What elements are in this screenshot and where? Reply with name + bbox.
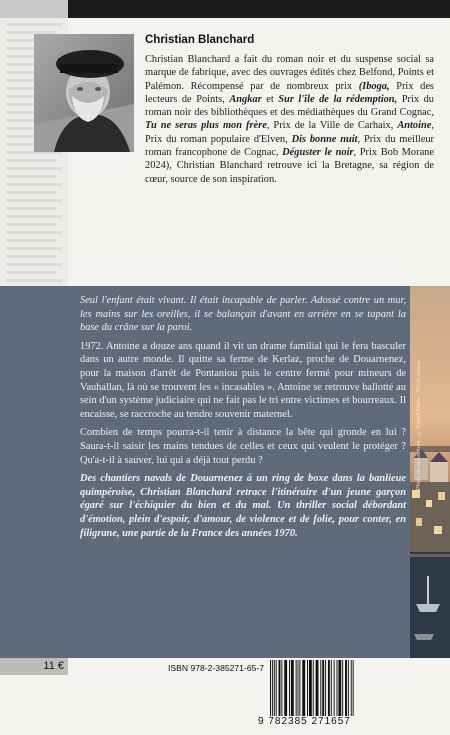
barcode-bar xyxy=(296,660,297,716)
barcode-bar xyxy=(284,660,287,716)
barcode-bar xyxy=(337,660,338,716)
author-photo-image xyxy=(34,34,134,152)
barcode xyxy=(266,660,422,716)
barcode-bar xyxy=(291,660,294,716)
barcode-bar xyxy=(270,660,271,716)
barcode-bar xyxy=(322,660,324,716)
texture-stripe xyxy=(6,263,62,266)
bio-run: Christian Blanchard a fait du roman noir et du suspense social sa marque de fabrique, avec des ouvrages édités chez Belfond, Points et Palémon. Récompensé par de nombreux prix xyxy=(145,54,434,92)
bio-run: , Prix du roman populaire d'Elven, xyxy=(145,120,434,145)
barcode-digits: 9 782385 271657 xyxy=(258,716,351,727)
barcode-bar xyxy=(348,660,349,716)
bio-run: et xyxy=(261,93,279,105)
texture-stripe xyxy=(6,207,55,210)
barcode-bar xyxy=(338,660,341,716)
price: 11 € xyxy=(43,660,64,672)
texture-stripe xyxy=(6,271,55,274)
blurb xyxy=(80,294,406,545)
barcode-bar xyxy=(328,660,330,716)
photo-credit: Photo de couverture : © Benoît Marie · Photo auteur xyxy=(416,360,422,490)
texture-stripe xyxy=(6,215,62,218)
barcode-bar xyxy=(316,660,319,716)
barcode-bar xyxy=(281,660,282,716)
barcode-bar xyxy=(334,660,335,716)
texture-stripe xyxy=(6,191,55,194)
barcode-bar xyxy=(309,660,312,716)
bio-run: Prix des lecteurs de Points, xyxy=(145,80,434,105)
bio-run: Antoine xyxy=(397,120,432,132)
barcode-bar xyxy=(320,660,321,716)
barcode-bar xyxy=(313,660,314,716)
barcode-bar xyxy=(274,660,275,716)
barcode-bar xyxy=(276,660,277,716)
barcode-bar xyxy=(298,660,299,716)
author-bio xyxy=(145,53,434,186)
author-name: Christian Blanchard xyxy=(145,34,255,46)
bio-run: Déguster le noir xyxy=(282,147,354,159)
barcode-bar xyxy=(307,660,308,716)
barcode-bar xyxy=(302,660,305,716)
texture-stripe xyxy=(6,279,62,282)
texture-stripe xyxy=(6,23,62,26)
blurb-intro: Seul l'enfant était vivant. Il était incapable de parler. Adossé contre un mur, les mains sur les oreilles, il se balançait d'avant en arrière en se tapant la base du crâne sur la paroi. xyxy=(80,295,406,334)
texture-stripe xyxy=(6,175,55,178)
barcode-bar xyxy=(279,660,281,716)
barcode-bar xyxy=(351,660,352,716)
barcode-bar xyxy=(299,660,300,716)
bio-run: , Prix de la Ville de Carhaix, xyxy=(266,120,398,132)
barcode-bar xyxy=(342,660,343,716)
barcode-bar xyxy=(331,660,332,716)
summary-panel xyxy=(0,286,450,658)
texture-stripe xyxy=(6,199,62,202)
blurb-paragraph-2: Combien de temps pourra-t-il tenir à distance la bête qui gronde en lui ? Saura-t-il saisir les mains tendues de celles et ceux qui veulent le protéger ? Qu'a-t-il à sauver, lui qui a déjà tout perdu ? xyxy=(80,427,406,466)
barcode-bar xyxy=(325,660,326,716)
texture-stripe xyxy=(6,231,62,234)
bio-run: (Iboga, xyxy=(358,80,390,92)
blurb-paragraph-3: Des chantiers navals de Douarnenez à un ring de boxe dans la banlieue quimpéroise, Christian Blanchard retrace l'itinéraire d'un jeune garçon égaré sur l'échiquier du bien et du mal. Un thriller social débordant d'émotion, plein d'espoir, d'amour, de violence et de folie, pour conter, en filigrane, une partie de la France des années 1970. xyxy=(80,473,406,539)
blurb-paragraph-1: 1972. Antoine a douze ans quand il vit un drame familial qui le fera basculer dans un autre monde. Il quitte sa ferme de Kerlaz, proche de Douarnenez, pour la maison d'arrêt de Pontaniou puis le centre fermé pour mineurs de Vauhallan, là où se trouvent les « incasables ». Antoine se retrouve ballotté au sein d'un système judiciaire qui ne fait pas le tri entre victimes et bourreaux. Il encaisse, se raccroche au tendre souvenir maternel. xyxy=(80,340,406,420)
bio-run: Prix du roman noir des bibliothèques et des médiathèques du Grand Cognac, xyxy=(145,93,434,119)
author-portrait xyxy=(34,34,134,152)
texture-stripe xyxy=(6,239,55,242)
bio-run: Angkar xyxy=(229,93,262,105)
top-band-light xyxy=(0,0,68,18)
bio-run: Tu ne seras plus mon frère xyxy=(145,120,267,132)
barcode-bar xyxy=(345,660,347,716)
texture-stripe xyxy=(6,159,55,162)
barcode-bar xyxy=(353,660,354,716)
isbn: ISBN 978-2-385271-65-7 xyxy=(168,663,265,673)
texture-stripe xyxy=(6,247,62,250)
texture-stripe xyxy=(6,167,62,170)
bio-run: , Prix Bob Morane 2024), Christian Blanchard retrouve ici la Bretagne, sa région de cœur, source de son inspiration. xyxy=(145,147,434,185)
texture-stripe xyxy=(6,223,55,226)
barcode-bar xyxy=(272,660,273,716)
bio-run: Sur l'île de la rédemption, xyxy=(278,93,398,105)
top-band xyxy=(0,0,450,18)
texture-stripe xyxy=(6,183,62,186)
texture-stripe xyxy=(6,255,55,258)
barcode-bar xyxy=(289,660,290,716)
bio-run: Dis bonne nuit xyxy=(291,133,358,145)
bio-run: , Prix du meilleur roman francophone de Cognac, xyxy=(145,133,434,159)
